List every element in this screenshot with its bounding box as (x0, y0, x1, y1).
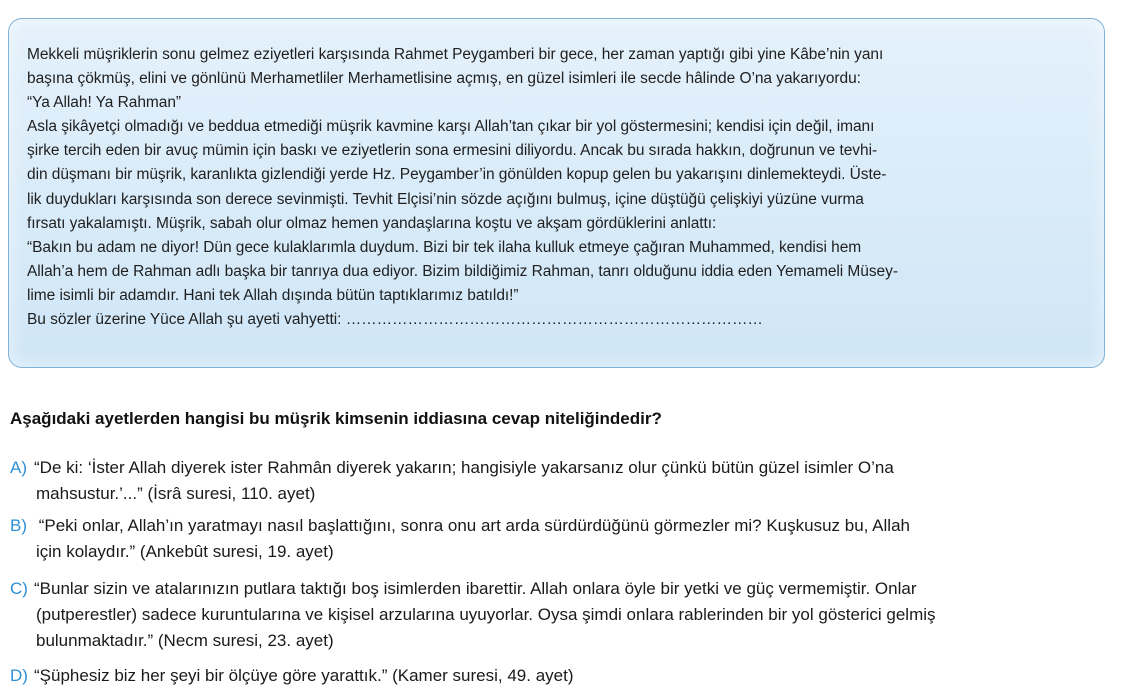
option-d[interactable] (10, 663, 574, 689)
passage-line: “Ya Allah! Ya Rahman” (27, 94, 182, 112)
option-text: “De ki: ‘İster Allah diyerek ister Rahmân diyerek yakarın; hangisiyle yakarsanız olur çünkü bütün güzel isimler O’na (34, 458, 894, 477)
passage-line: Asla şikâyetçi olmadığı ve beddua etmediği müşrik kavmine karşı Allah’tan çıkar bir yol göstermesini; kendisi için değil, imanı (27, 118, 875, 136)
question-stem: Aşağıdaki ayetlerden hangisi bu müşrik kimsenin iddiasına cevap niteliğindedir? (10, 409, 662, 428)
passage-box (8, 18, 1105, 368)
option-letter: A) (10, 458, 27, 477)
passage-line: din düşmanı bir müşrik, karanlıkta gizlendiği yerde Hz. Peygamber’in gönülden kopup gelen bu yakarışını dinlemekteydi. Üste- (27, 166, 887, 184)
option-letter: C) (10, 579, 28, 598)
option-letter: D) (10, 666, 28, 685)
option-text: için kolaydır.” (Ankebût suresi, 19. ayet) (36, 542, 334, 561)
passage-line: Allah’a hem de Rahman adlı başka bir tanrıya dua ediyor. Bizim bildiğimiz Rahman, tanrı olduğunu iddia eden Yemameli Müsey- (27, 262, 898, 280)
option-text: “Şüphesiz biz her şeyi bir ölçüye göre yarattık.” (Kamer suresi, 49. ayet) (34, 666, 574, 685)
passage-line: Mekkeli müşriklerin sonu gelmez eziyetleri karşısında Rahmet Peygamberi bir gece, her zaman yaptığı gibi yine Kâbe’nin yanı (27, 46, 884, 63)
passage-line: başına çökmüş, elini ve gönlünü Merhametliler Merhametlisine açmış, en güzel isimleri ile secde hâlinde O’na yakarıyordu: (27, 70, 861, 88)
option-text: “Peki onlar, Allah’ın yaratmayı nasıl başlattığını, sonra onu art arda sürdürdüğünü görmezler mi? Kuşkusuz bu, Allah (34, 516, 910, 535)
passage-line: şirke tercih eden bir avuç mümin için baskı ve eziyetlerin sona ermesini diliyordu. Ancak bu sırada hakkın, doğrunun ve tevhi- (27, 142, 878, 160)
passage-line: fırsatı yakalamıştı. Müşrik, sabah olur olmaz hemen yandaşlarına koştu ve akşam gördüklerini anlattı: (27, 214, 717, 232)
option-letter: B) (10, 516, 27, 535)
passage-line: lik duydukları karşısında son derece sevinmişti. Tevhit Elçisi’nin sözde açığını bulmuş, içine düştüğü çelişkiyi yüzüne vurma (27, 190, 864, 208)
passage-line: lime isimli bir adamdır. Hani tek Allah dışında bütün taptıklarımız batıldı!” (27, 286, 519, 304)
option-text: (putperestler) sadece kuruntularına ve kişisel arzularına uyuyorlar. Oysa şimdi onlara rablerinden bir yol gösterici gelmiş (36, 605, 936, 624)
option-b[interactable] (10, 513, 910, 565)
option-text: mahsustur.’...” (İsrâ suresi, 110. ayet) (36, 484, 316, 503)
option-a[interactable] (10, 455, 894, 507)
passage-line: Bu sözler üzerine Yüce Allah şu ayeti vahyetti: ……………………………………………………………………… (27, 311, 763, 329)
option-c[interactable] (10, 576, 936, 654)
option-text: “Bunlar sizin ve atalarınızın putlara taktığı boş isimlerden ibarettir. Allah onlara öyle bir yetki ve güç vermemiştir. Onlar (34, 579, 917, 598)
option-text: bulunmaktadır.” (Necm suresi, 23. ayet) (36, 631, 334, 650)
passage-line: “Bakın bu adam ne diyor! Dün gece kulaklarımla duydum. Bizi bir tek ilaha kulluk etmeye çağıran Muhammed, kendisi hem (27, 238, 862, 256)
